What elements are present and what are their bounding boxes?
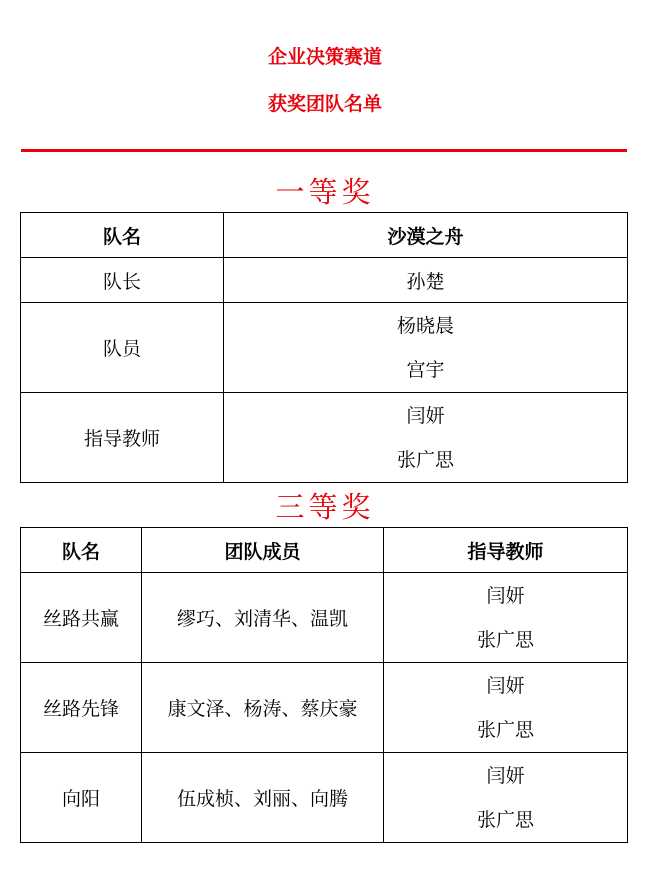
team-name-cell: 向阳 (21, 753, 142, 843)
team-name-cell: 丝路共赢 (21, 573, 142, 663)
team-members-cell: 缪巧、刘清华、温凯 (142, 573, 384, 663)
table-row (21, 213, 628, 258)
table-row (21, 258, 628, 303)
team-members-cell: 伍成桢、刘丽、向腾 (142, 753, 384, 843)
team-name-cell: 丝路先锋 (21, 663, 142, 753)
advisor-name: 闫妍 (486, 674, 525, 697)
advisor-name: 张广思 (476, 808, 534, 831)
advisor-name: 闫妍 (486, 584, 525, 607)
third-prize-table (20, 527, 628, 843)
member-name: 宫宇 (406, 358, 445, 381)
advisors-cell (384, 663, 628, 753)
advisor-name: 张广思 (476, 628, 534, 651)
advisor-name: 张广思 (396, 448, 454, 471)
member-name: 杨晓晨 (396, 314, 454, 337)
table-row (21, 753, 628, 843)
members-label-cell: 队员 (21, 303, 224, 393)
table-row (21, 573, 628, 663)
captain-label-cell: 队长 (21, 258, 224, 303)
section-title-third-prize: 三等奖 (275, 490, 375, 524)
section-title-first-prize: 一等奖 (275, 175, 375, 209)
table-row (21, 663, 628, 753)
advisors-cell (384, 753, 628, 843)
doc-title: 企业决策赛道 (267, 46, 382, 68)
advisors-cell (384, 573, 628, 663)
team-name-cell: 沙漠之舟 (224, 213, 628, 258)
column-header-members: 团队成员 (142, 528, 384, 573)
doc-subtitle: 获奖团队名单 (267, 93, 382, 115)
table-row (21, 303, 628, 393)
column-header-advisors: 指导教师 (384, 528, 628, 573)
advisors-cell (224, 393, 628, 483)
members-cell (224, 303, 628, 393)
team-members-cell: 康文泽、杨涛、蔡庆豪 (142, 663, 384, 753)
captain-cell: 孙楚 (224, 258, 628, 303)
table-header-row (21, 528, 628, 573)
advisors-label-cell: 指导教师 (21, 393, 224, 483)
advisor-name: 闫妍 (406, 404, 445, 427)
team-label-cell: 队名 (21, 213, 224, 258)
column-header-team: 队名 (21, 528, 142, 573)
advisor-name: 闫妍 (486, 764, 525, 787)
first-prize-table (20, 212, 628, 483)
table-row (21, 393, 628, 483)
advisor-name: 张广思 (476, 718, 534, 741)
header-divider (21, 149, 627, 152)
